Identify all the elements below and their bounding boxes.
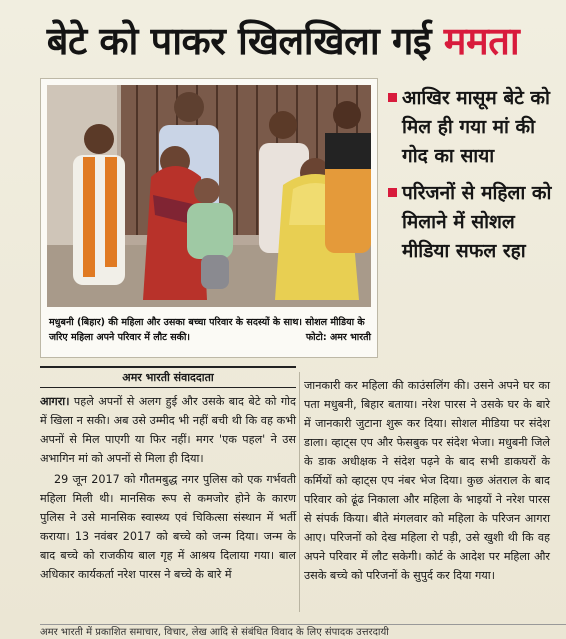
highlight-text: परिजनों से महिला को मिलाने में सोशल मीडिया सफल रहा (402, 182, 552, 262)
news-photo (47, 85, 371, 307)
headline-accent: ममता (443, 19, 520, 63)
article-paragraph: जानकारी कर महिला की काउंसलिंग की। उसने अपने घर का पता मधुबनी, बिहार बताया। नरेश पारस ने उसके घर के बारे में जानकारी जुटाना शुरू कर दिया। सोशल मीडिया पर संदेश डाला। व्हाट्स एप और फेसबुक पर संदेश भेजा। मधुबनी जिले के डाक अधीक्षक ने संदेश पढ़ने के बाद सभी डाकघरों के कर्मियों को व्हाट्स एप नंबर भेज दिया। कुछ अंतराल के बाद परिवार को ढूंढ निकाला और महिला के भाइयों ने नरेश पारस से संपर्क किया। बीते मंगलवार को महिला के परिजन आगरा आए। परिजनों को देख महिला रो पड़ी, उसे खुशी थी कि वह अपने परिवार में लौट सकेगी। कोर्ट के आदेश पर महिला और उसके बच्चे को परिजनों के सुपुर्द कर दिया गया। (304, 379, 550, 582)
headline (0, 10, 566, 72)
byline: अमर भारती संवाददाता (40, 366, 296, 388)
article-paragraph (40, 470, 296, 584)
photo-caption (49, 315, 371, 345)
caption-text: मधुबनी (बिहार) की महिला और उसका बच्चा परिवार के सदस्यों के साथ। सोशल मीडिया के जरिए महिला अपने परिवार में लौट सकी। (49, 317, 365, 343)
highlights-box (388, 84, 556, 274)
photo-credit: फोटो: अमर भारती (305, 332, 371, 343)
highlight-item (388, 179, 556, 266)
highlight-item (388, 84, 556, 171)
bullet-square-icon (388, 93, 397, 102)
highlight-text: आखिर मासूम बेटे को मिल ही गया मां की गोद का साया (402, 87, 550, 167)
article-column-2 (304, 376, 550, 587)
paragraph-text: पहले अपनों से अलग हुई और उसके बाद बेटे को गोद में खिला न सकी। अब उसे उम्मीद भी नहीं बची थी कि वह कभी अपनों से मिल पाएगी या फिर नहीं। मगर 'एक पहल' ने उस अभागिन मां को अपनों से मिला ही दिया। (40, 395, 296, 465)
column-divider (299, 372, 300, 612)
headline-main: बेटे को पाकर खिलखिला गई (46, 19, 432, 63)
photo-frame (40, 78, 378, 358)
family-photo-illustration (47, 85, 371, 307)
footer-disclaimer: अमर भारती में प्रकाशित समाचार, विचार, लेख आदि से संबंधित विवाद के लिए संपादक उत्तरदायी (40, 624, 566, 639)
paragraph-text: 29 जून 2017 को गौतमबुद्ध नगर पुलिस को एक गर्भवती महिला मिली थी। मानसिक रूप से कमजोर होने के कारण पुलिस ने उसे मानसिक स्वास्थ्य एवं चिकित्सा संस्थान में भर्ती कराया। 13 नवंबर 2017 को बच्चे को जन्म दिया। जन्म के बाद बच्चे को राजकीय बाल गृह में आश्रय दिलाया गया। बाल अधिकार कार्यकर्ता नरेश पारस ने बच्चे के बारे में (40, 473, 296, 581)
dateline: आगरा। (40, 395, 70, 408)
bullet-square-icon (388, 188, 397, 197)
article-paragraph (40, 392, 296, 468)
article-column-1 (40, 392, 296, 586)
